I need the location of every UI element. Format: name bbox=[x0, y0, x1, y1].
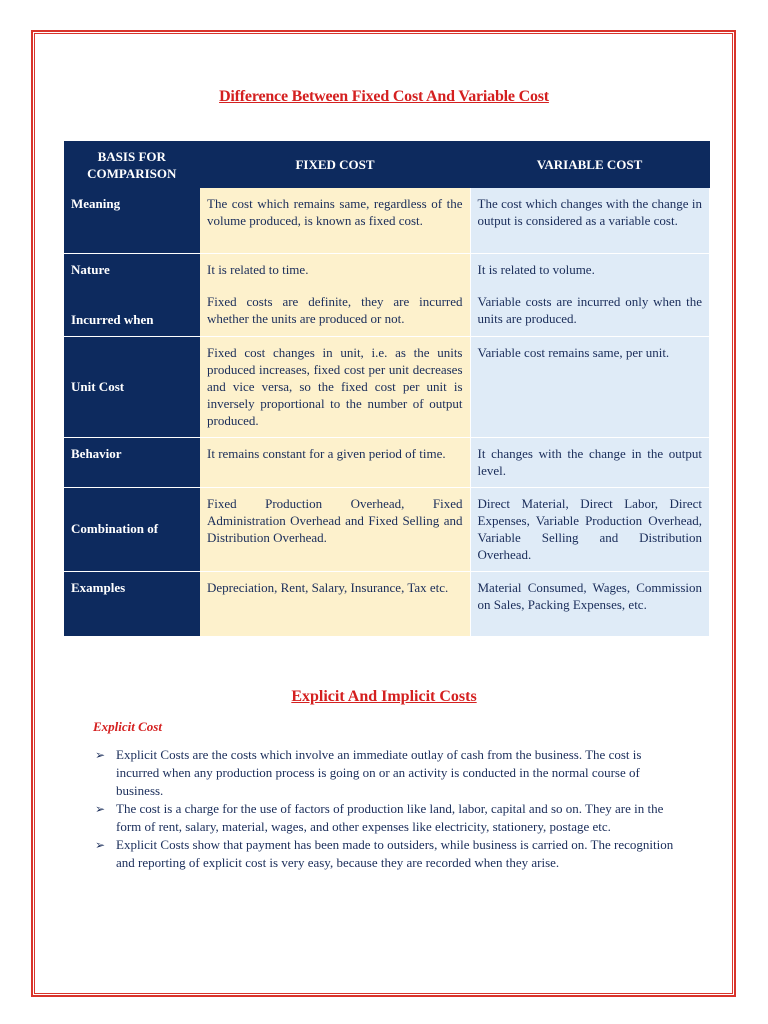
fixed-cell: It remains constant for a given period of time. bbox=[200, 437, 470, 487]
variable-cell: Material Consumed, Wages, Commission on Sales, Packing Expenses, etc. bbox=[470, 571, 709, 636]
section-title: Explicit And Implicit Costs bbox=[291, 688, 477, 705]
fixed-cell: The cost which remains same, regardless of the volume produced, is known as fixed cost. bbox=[200, 188, 470, 253]
variable-cell: Direct Material, Direct Labor, Direct Expenses, Variable Production Overhead, Variable Selling and Distribution Overhead. bbox=[470, 487, 709, 571]
basis-nature: Nature bbox=[71, 261, 110, 277]
basis-cell: Unit Cost bbox=[64, 336, 200, 437]
variable-nature: It is related to volume. bbox=[477, 261, 595, 277]
table-row bbox=[64, 188, 709, 253]
basis-cell: Meaning bbox=[64, 188, 200, 253]
arrow-bullet-icon: ➢ bbox=[95, 838, 106, 852]
variable-cell: The cost which changes with the change in output is considered as a variable cost. bbox=[470, 188, 709, 253]
variable-cell: It changes with the change in the output level. bbox=[470, 437, 709, 487]
arrow-bullet-icon: ➢ bbox=[95, 802, 106, 816]
basis-cell: Examples bbox=[64, 571, 200, 636]
bullet-list bbox=[95, 746, 680, 872]
variable-cell: Variable cost remains same, per unit. bbox=[470, 336, 709, 437]
variable-cell bbox=[470, 253, 709, 336]
list-item bbox=[95, 746, 680, 800]
fixed-incurred-when: Fixed costs are definite, they are incurred whether the units are produced or not. bbox=[207, 293, 463, 326]
list-item bbox=[95, 836, 680, 872]
table-row bbox=[64, 571, 709, 636]
table-row bbox=[64, 437, 709, 487]
section-subtitle: Explicit Cost bbox=[93, 719, 162, 734]
table-header-row bbox=[64, 141, 709, 188]
header-basis: BASIS FOR COMPARISON bbox=[64, 141, 200, 188]
basis-cell bbox=[64, 253, 200, 336]
fixed-nature: It is related to time. bbox=[207, 261, 309, 277]
basis-cell: Combination of bbox=[64, 487, 200, 571]
header-variable-cost: VARIABLE COST bbox=[470, 141, 709, 188]
basis-incurred-when: Incurred when bbox=[71, 311, 154, 327]
table-row bbox=[64, 487, 709, 571]
list-item-text: The cost is a charge for the use of factors of production like land, labor, capital and so on. They are in the form of rent, salary, material, wages, and other expenses like electricity, stationery, postage etc. bbox=[116, 801, 664, 834]
header-fixed-cost: FIXED COST bbox=[200, 141, 470, 188]
comparison-table bbox=[64, 141, 710, 637]
fixed-cell bbox=[200, 253, 470, 336]
fixed-cell: Fixed cost changes in unit, i.e. as the units produced increases, fixed cost per unit decreases and vice versa, so the fixed cost per unit is inversely proportional to the number of output produced. bbox=[200, 336, 470, 437]
fixed-cell: Depreciation, Rent, Salary, Insurance, Tax etc. bbox=[200, 571, 470, 636]
list-item-text: Explicit Costs are the costs which involve an immediate outlay of cash from the business. The cost is incurred when any production process is going on or an activity is conducted in the normal course of business. bbox=[116, 747, 642, 798]
arrow-bullet-icon: ➢ bbox=[95, 748, 106, 762]
table-row bbox=[64, 336, 709, 437]
list-item-text: Explicit Costs show that payment has been made to outsiders, while business is carried on. The recognition and reporting of explicit cost is very easy, because they are recorded when they arise. bbox=[116, 837, 674, 870]
variable-incurred-when: Variable costs are incurred only when the units are produced. bbox=[477, 293, 702, 326]
list-item bbox=[95, 800, 680, 836]
fixed-cell: Fixed Production Overhead, Fixed Administration Overhead and Fixed Selling and Distribution Overhead. bbox=[200, 487, 470, 571]
basis-cell: Behavior bbox=[64, 437, 200, 487]
page-title: Difference Between Fixed Cost And Variable Cost bbox=[219, 88, 549, 105]
table-row bbox=[64, 253, 709, 336]
